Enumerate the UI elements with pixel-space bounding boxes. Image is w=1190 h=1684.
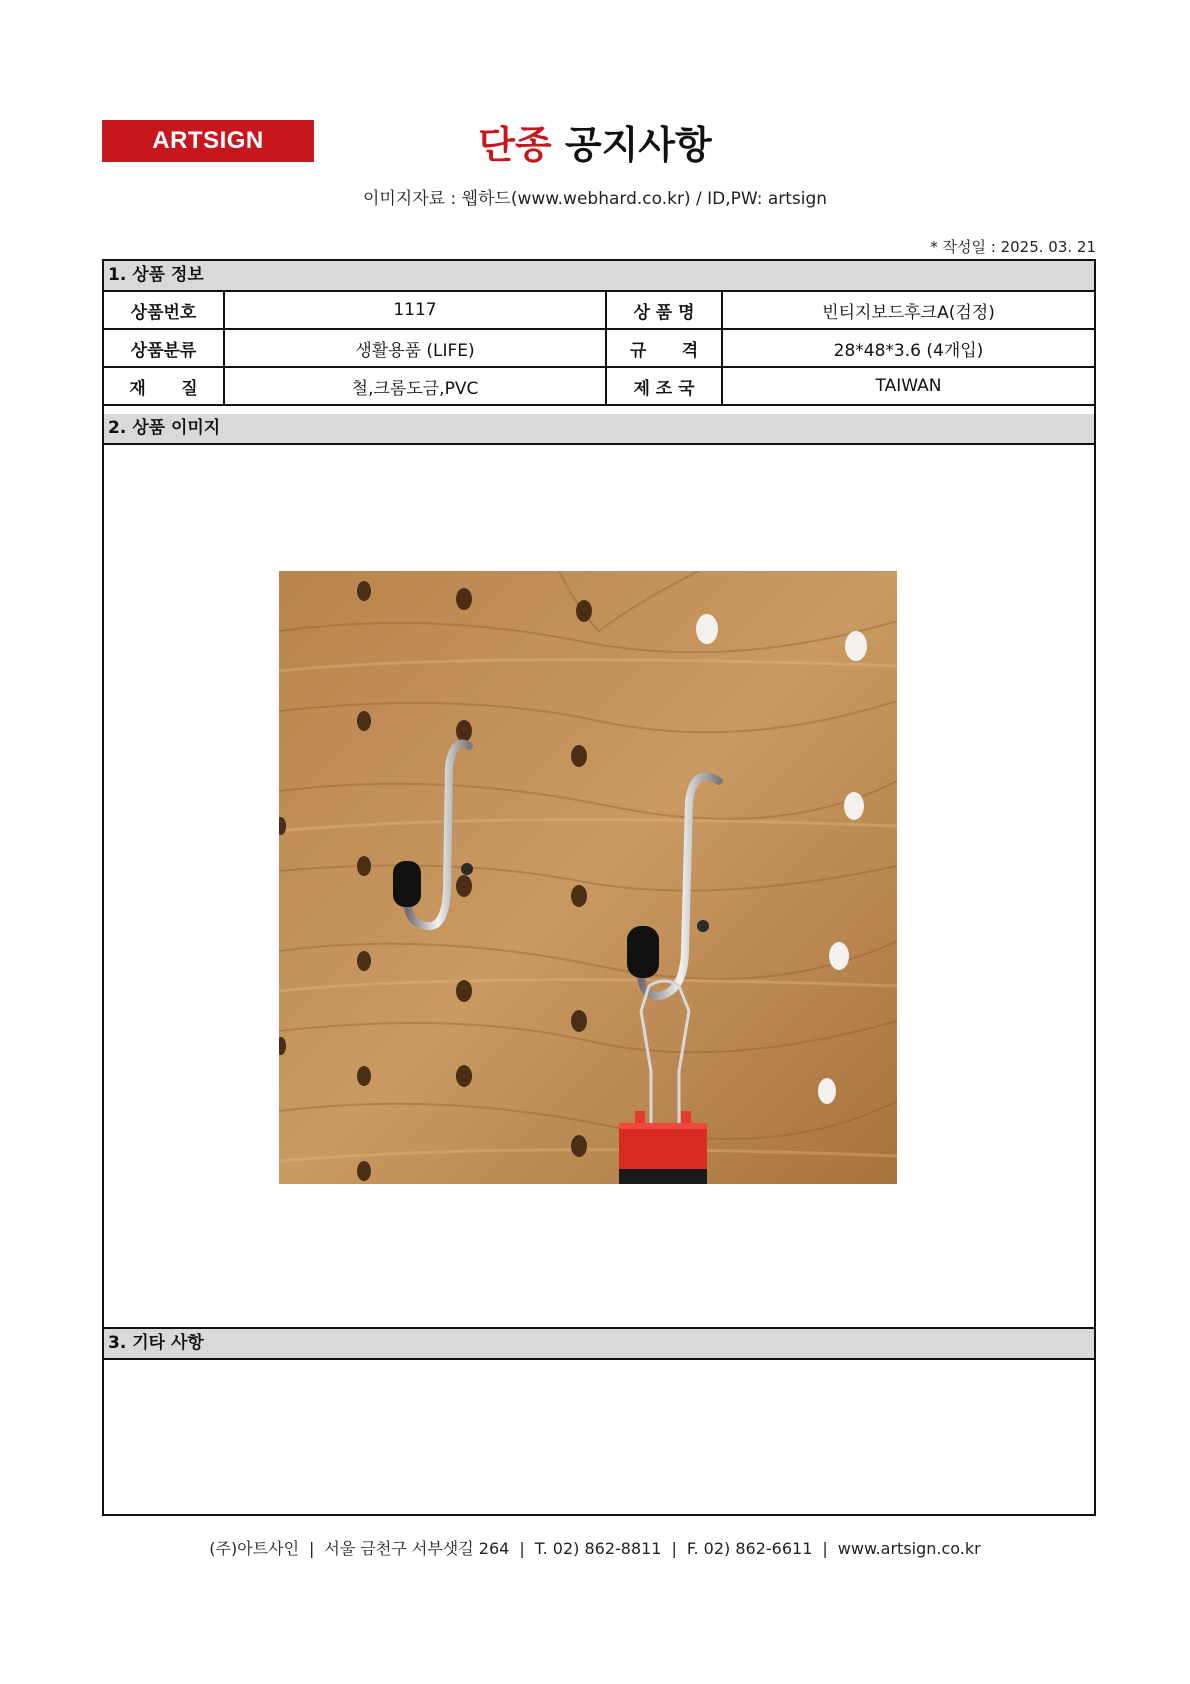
table-row — [104, 367, 1094, 405]
footer-company: (주)아트사인 — [209, 1539, 300, 1558]
value-spec: 28*48*3.6 (4개입) — [722, 329, 1094, 367]
notice-frame — [102, 259, 1096, 1516]
footer-separator: | — [309, 1539, 315, 1558]
footer-address: 서울 금천구 서부샛길 264 — [324, 1539, 510, 1558]
label-material: 재 질 — [104, 367, 224, 405]
title-discontinued: 단종 — [478, 123, 552, 167]
value-category: 생활용품 (LIFE) — [224, 329, 606, 367]
label-product-name: 상 품 명 — [606, 292, 722, 329]
company-footer — [0, 1536, 1190, 1559]
image-source-note: 이미지자료 : 웹하드(www.webhard.co.kr) / ID,PW: artsign — [362, 189, 828, 209]
table-row — [104, 292, 1094, 329]
title-notice: 공지사항 — [564, 123, 712, 167]
footer-website[interactable]: www.artsign.co.kr — [837, 1539, 981, 1558]
table-row — [104, 329, 1094, 367]
written-date: * 작성일 : 2025. 03. 21 — [930, 238, 1096, 256]
section-product-info: 1. 상품 정보 — [104, 261, 1094, 292]
product-info-table — [104, 292, 1094, 406]
value-origin: TAIWAN — [722, 367, 1094, 405]
label-spec: 규 격 — [606, 329, 722, 367]
label-category: 상품분류 — [104, 329, 224, 367]
footer-separator: | — [671, 1539, 677, 1558]
value-material: 철,크롬도금,PVC — [224, 367, 606, 405]
section-product-image: 2. 상품 이미지 — [104, 414, 1094, 445]
product-photo — [279, 571, 897, 1184]
page-title — [0, 114, 1190, 169]
footer-separator: | — [822, 1539, 828, 1558]
value-product-number: 1117 — [224, 292, 606, 329]
label-origin: 제 조 국 — [606, 367, 722, 405]
logo-text: ARTSIGN — [152, 127, 264, 154]
label-product-number: 상품번호 — [104, 292, 224, 329]
footer-separator: | — [519, 1539, 525, 1558]
value-product-name: 빈티지보드후크A(검정) — [722, 292, 1094, 329]
footer-fax: F. 02) 862-6611 — [686, 1539, 813, 1558]
section-other: 3. 기타 사항 — [104, 1327, 1094, 1360]
footer-tel: T. 02) 862-8811 — [534, 1539, 662, 1558]
